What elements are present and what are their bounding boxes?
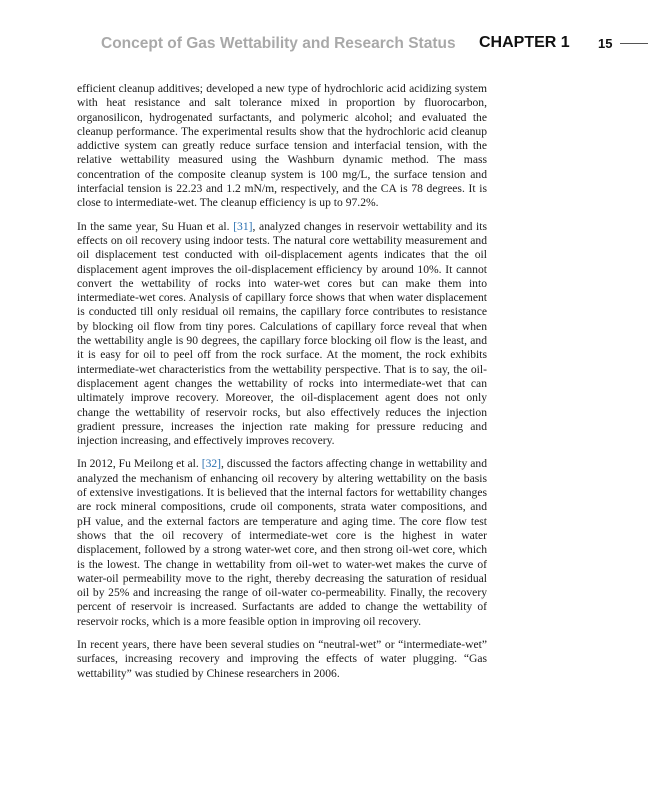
running-title: Concept of Gas Wettability and Research Status xyxy=(101,35,456,52)
chapter-label: CHAPTER 1 xyxy=(479,34,570,51)
paragraph-1 xyxy=(77,82,487,211)
header-rule xyxy=(620,43,648,44)
body-text xyxy=(77,82,487,690)
paragraph-1-text: efficient cleanup additives; developed a new type of hydrochloric acid acidizing system with heat resistance and salt tolerance mixed in proportion by fluorocarbon, organosilicon, hydrogenated surfactants, and polymeric alcohol; and evaluated the cleanup performance. The experimental results show that the hydrochloric acid cleanup addictive system can greatly reduce surface tension and interfacial tension, with the relative wettability measured using the Washburn dynamic method. The mass concentration of the composite cleanup system is 100 mg/L, the surface tension and interfacial tension is 22.23 and 1.2 mN/m, respectively, and the CA is 78 degrees. It is close to intermediate-wet. The cleanup efficiency is up to 97.2%. xyxy=(77,82,487,210)
citation-link-32[interactable]: [32] xyxy=(201,457,222,471)
citation-link-31[interactable]: [31] xyxy=(233,219,253,233)
page-number: 15 xyxy=(598,36,613,51)
paragraph-3-text-after: , discussed the factors affecting change in wettability and analyzed the mechanism of enhancing oil recovery by altering wettability on the basis of extensive investigations. It is believed that the internal factors for wettability changes are rock mineral compositions, crude oil components, strata water compositions, and pH value, and the external factors are temperature and aging time. The core flow test shows that the oil recovery of intermediate-wet core is the highest in water displacement, followed by a strong water-wet core, and then strong oil-wet core, which is the lowest. The change in wettability from oil-wet to water-wet makes the curve of water-oil permeability move to the right, thereby decreasing the saturation of residual oil by 25% and increasing the range of oil-water co-permeability. Finally, the recovery percent of reservoir is increased. Surfactants are added to change the wettability of reservoir rocks, which is a more feasible option in improving oil recovery. xyxy=(77,457,487,628)
page-header xyxy=(0,33,648,55)
paragraph-3-text-before: In 2012, Fu Meilong et al. xyxy=(77,457,202,471)
paragraph-2 xyxy=(77,220,487,449)
paragraph-2-text-before: In the same year, Su Huan et al. xyxy=(77,219,234,233)
paragraph-4-text: In recent years, there have been several studies on “neutral-wet” or “intermediate-wet” surfaces, increasing recovery and improving the effects of water plugging. “Gas wettability” was studied by Chinese researchers in 2006. xyxy=(77,637,487,680)
paragraph-3 xyxy=(77,457,487,629)
paragraph-2-text-after: , analyzed changes in reservoir wettability and its effects on oil recovery using indoor tests. The natural core wettability measurement and oil displacement test conducted with oil-displacement agents indicates that the oil displacement agent improves the oil-displacement efficiency by around 10%. It cannot convert the wettability of rocks into water-wet cores but can make them into intermediate-wet cores. Analysis of capillary force shows that when water displacement is conducted till only residual oil remains, the capillary force contributes to resistance by blocking oil flow from tiny pores. Calculations of capillary force reveal that when the wettability angle is 90 degrees, the capillary force blocking oil flow is the least, and it is easy for oil to peel off from the rock surface. At the moment, the rock exhibits intermediate-wet characteristics from the wettability perspective. That is to say, the oil-displacement agent changes the wettability of rocks into intermediate-wet that can ultimately improve recovery. Moreover, the oil-displacement agent does not only change the wettability of reservoir rocks, but also effectively reduces the injection gradient pressure, increases the injection rate making for pressure reducing and injection increasing, and effectively improves recovery. xyxy=(77,219,487,448)
paragraph-4 xyxy=(77,638,487,681)
